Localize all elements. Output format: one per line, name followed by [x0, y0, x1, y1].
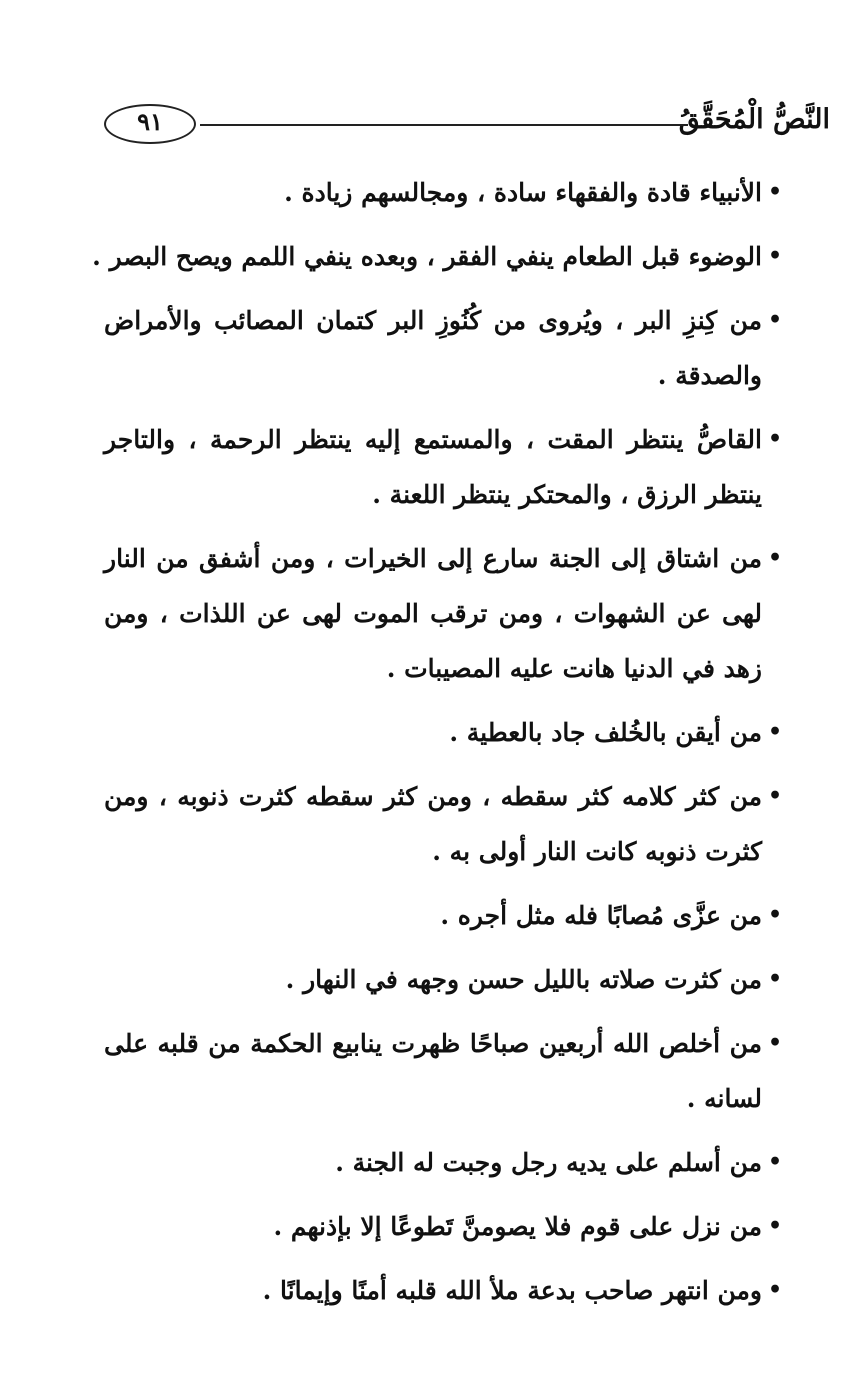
bullet-icon: • — [767, 783, 783, 809]
list-item — [104, 412, 784, 522]
list-item — [104, 1016, 784, 1126]
bullet-icon: • — [767, 1030, 783, 1056]
list-item — [104, 888, 784, 943]
list-item-text: الأنبياء قادة والفقهاء سادة ، ومجالسهم زيادة . — [284, 178, 762, 207]
bullet-icon: • — [767, 179, 783, 205]
list-item-text: من نزل على قوم فلا يصومنَّ تَطوعًا إلا بإذنهم . — [273, 1212, 762, 1241]
list-item-text: من كِنزِ البر ، ويُروى من كُنُوزِ البر كتمان المصائب والأمراض والصدقة . — [104, 306, 762, 390]
list-item — [104, 293, 784, 403]
page-number: ٩١ — [137, 107, 163, 136]
bullet-icon: • — [767, 1213, 783, 1239]
bullet-icon: • — [767, 966, 783, 992]
sayings-list — [92, 165, 784, 1327]
bullet-icon: • — [767, 1149, 783, 1175]
bullet-icon: • — [767, 902, 783, 928]
list-item-text: الوضوء قبل الطعام ينفي الفقر ، وبعده ينفي اللمم ويصح البصر . — [92, 242, 762, 271]
page-header — [104, 92, 830, 162]
list-item — [104, 1199, 784, 1254]
list-item-text: من أسلم على يديه رجل وجبت له الجنة . — [335, 1148, 762, 1177]
list-item — [104, 1263, 784, 1318]
bullet-icon: • — [767, 1277, 783, 1303]
list-item — [104, 952, 784, 1007]
list-item-text: من أخلص الله أربعين صباحًا ظهرت ينابيع الحكمة من قلبه على لسانه . — [104, 1029, 762, 1113]
list-item-text: ومن انتهر صاحب بدعة ملأ الله قلبه أمنًا وإيمانًا . — [262, 1276, 762, 1305]
running-title: النَّصُّ الْمُحَقَّقُ — [678, 104, 830, 135]
list-item-text: من كثر كلامه كثر سقطه ، ومن كثر سقطه كثرت ذنوبه ، ومن كثرت ذنوبه كانت النار أولى به . — [104, 782, 762, 866]
list-item-text: من أيقن بالخُلف جاد بالعطية . — [449, 718, 762, 747]
page-number-oval — [104, 104, 196, 144]
list-item — [92, 229, 784, 284]
list-item — [104, 1135, 784, 1190]
list-item — [104, 769, 784, 879]
bullet-icon: • — [767, 719, 783, 745]
list-item — [104, 165, 784, 220]
list-item-text: من اشتاق إلى الجنة سارع إلى الخيرات ، ومن أشفق من النار لهى عن الشهوات ، ومن ترقب الموت لهى عن اللذات ، ومن زهد في الدنيا هانت عليه المصيبات . — [104, 544, 762, 683]
bullet-icon: • — [767, 243, 783, 269]
bullet-icon: • — [767, 426, 783, 452]
list-item — [104, 531, 784, 696]
list-item-text: القاصُّ ينتظر المقت ، والمستمع إليه ينتظر الرحمة ، والتاجر ينتظر الرزق ، والمحتكر ينتظر اللعنة . — [104, 425, 762, 509]
list-item-text: من كثرت صلاته بالليل حسن وجهه في النهار . — [285, 965, 762, 994]
list-item — [104, 705, 784, 760]
bullet-icon: • — [767, 307, 783, 333]
header-rule — [200, 124, 688, 126]
list-item-text: من عزَّى مُصابًا فله مثل أجره . — [440, 901, 762, 930]
bullet-icon: • — [767, 545, 783, 571]
